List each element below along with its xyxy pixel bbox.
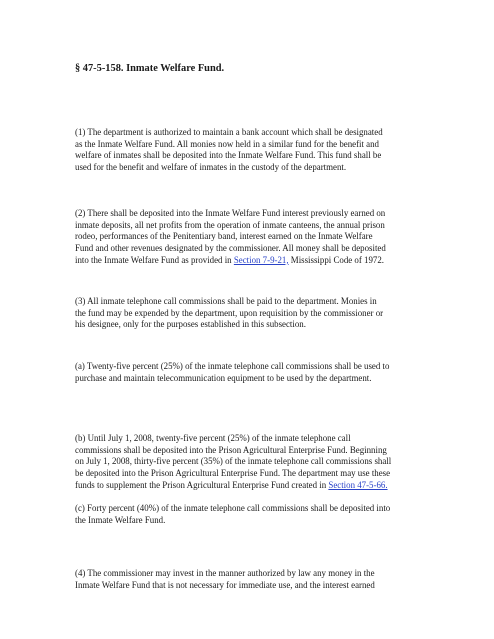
text-line: (c) Forty percent (40%) of the inmate telephone call commissions shall be deposited into [75, 503, 391, 513]
paragraph-3b [75, 433, 427, 492]
text-line: (1) The department is authorized to maintain a bank account which shall be designated [75, 127, 383, 137]
text-line: (b) Until July 1, 2008, twenty-five percent (25%) of the inmate telephone call [75, 433, 351, 443]
section-7-9-21-link[interactable]: Section 7-9-21, [233, 254, 289, 265]
paragraph-4 [75, 568, 427, 591]
text-fragment: Mississippi Code of 1972. [288, 254, 384, 265]
paragraph-3a [75, 361, 427, 384]
paragraph-3 [75, 296, 427, 331]
text-line: welfare of inmates shall be deposited into the Inmate Welfare Fund. This fund shall be [75, 150, 382, 161]
text-line: inmate deposits, all net profits from the operation of inmate canteens, the annual prison [75, 219, 385, 230]
text-line: commissions shall be deposited into the Prison Agricultural Enterprise Fund. Beginning [75, 444, 387, 455]
text-line [75, 255, 427, 267]
text-line: Inmate Welfare Fund that is not necessary for immediate use, and the interest earned [75, 579, 375, 590]
text-line: his designee, only for the purposes established in this subsection. [75, 319, 306, 330]
paragraph-2 [75, 208, 427, 267]
text-line: (4) The commissioner may invest in the manner authorized by law any money in the [75, 568, 375, 578]
text-line: (a) Twenty-five percent (25%) of the inmate telephone call commissions shall be used to [75, 361, 390, 371]
text-line [75, 480, 427, 492]
text-fragment: into the Inmate Welfare Fund as provided in [75, 254, 234, 265]
text-line: the fund may be expended by the department, upon requisition by the commissioner or [75, 307, 384, 318]
text-line: rodeo, performances of the Penitentiary band, interest earned on the Inmate Welfare [75, 231, 373, 242]
section-47-5-66-link[interactable]: Section 47-5-66. [328, 479, 388, 490]
text-line: on July 1, 2008, thirty-five percent (35%) of the inmate telephone call commissions shall [75, 456, 392, 467]
text-line: the Inmate Welfare Fund. [75, 514, 166, 525]
text-line: be deposited into the Prison Agricultural Enterprise Fund. The department may use these [75, 468, 391, 479]
text-line: purchase and maintain telecommunication equipment to be used by the department. [75, 372, 372, 383]
paragraph-3c [75, 503, 427, 526]
text-fragment: funds to supplement the Prison Agricultural Enterprise Fund created in [75, 479, 329, 490]
text-line: (3) All inmate telephone call commissions shall be paid to the department. Monies in [75, 296, 377, 306]
paragraph-1 [75, 127, 427, 174]
section-heading: § 47-5-158. Inmate Welfare Fund. [75, 63, 225, 74]
text-line: Fund and other revenues designated by the commissioner. All money shall be deposited [75, 243, 386, 254]
text-line: as the Inmate Welfare Fund. All monies now held in a similar fund for the benefit and [75, 138, 379, 149]
text-line: used for the benefit and welfare of inmates in the custody of the department. [75, 162, 347, 173]
text-line: (2) There shall be deposited into the Inmate Welfare Fund interest previously earned on [75, 208, 386, 218]
